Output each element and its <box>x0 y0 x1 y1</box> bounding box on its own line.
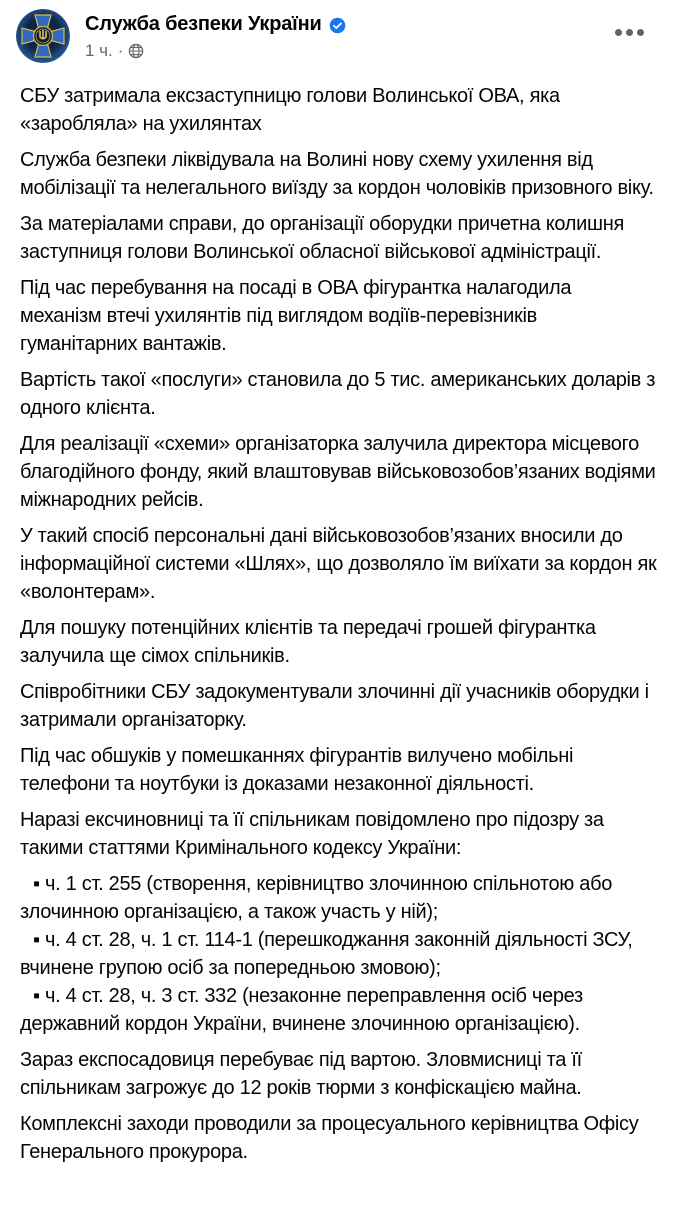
post-paragraph: Служба безпеки ліквідувала на Волині нову схему ухилення від мобілізації та нелегального виїзду за кордон чоловіків призовного віку. <box>20 149 654 199</box>
post-paragraph: Під час обшуків у помешканнях фігурантів вилучено мобільні телефони та ноутбуки із доказами незаконної діяльності. <box>20 745 574 795</box>
bullet-item: ▪ ч. 4 ст. 28, ч. 1 ст. 114-1 (перешкоджання законній діяльності ЗСУ, вчинене групою осіб за попередньою змовою); <box>20 929 633 979</box>
post-paragraph: У такий спосіб персональні дані військовозобов’язаних вносили до інформаційної системи «Шлях», що дозволяло їм виїхати за кордон як «волонтерам». <box>20 525 657 603</box>
verified-badge-icon <box>329 17 346 34</box>
post-paragraph: Вартість такої «послуги» становила до 5 тис. американських доларів з одного клієнта. <box>20 369 656 419</box>
post-paragraph: Комплексні заходи проводили за процесуального керівництва Офісу Генерального прокурора. <box>20 1113 639 1163</box>
page-name-link[interactable]: Служба безпеки України <box>85 13 322 35</box>
ellipsis-icon <box>626 29 633 36</box>
page-name-row <box>85 12 609 37</box>
post-options-button[interactable] <box>609 23 650 42</box>
post-paragraph: Для реалізації «схеми» організаторка залучила директора місцевого благодійного фонду, який влаштовував військовозобов’язаних водіями міжнародних рейсів. <box>20 433 656 511</box>
post-paragraph: Під час перебування на посаді в ОВА фігурантка налагодила механізм втечі ухилянтів під виглядом водіїв-перевізників гуманітарних вантажів. <box>20 277 572 355</box>
post-paragraph: Наразі ексчиновниці та її спільникам повідомлено про підозру за такими статтями Кримінального кодексу України: <box>20 809 604 859</box>
post-paragraph: За матеріалами справи, до організації оборудки причетна колишня заступниця голови Волинської обласної військової адміністрації. <box>20 213 625 263</box>
ellipsis-icon <box>615 29 622 36</box>
post-timestamp[interactable]: 1 ч. <box>85 41 113 60</box>
post-header <box>0 0 677 63</box>
audience-globe-icon <box>128 43 144 59</box>
post-paragraph: Зараз експосадовиця перебуває під вартою. Зловмисниці та її спільникам загрожує до 12 років тюрми з конфіскацією майна. <box>20 1049 582 1099</box>
ellipsis-icon <box>637 29 644 36</box>
charges-bullet-list <box>20 870 657 1038</box>
bullet-item: ▪ ч. 4 ст. 28, ч. 3 ст. 332 (незаконне переправлення осіб через державний кордон України, вчинене злочинною організацією). <box>20 985 583 1035</box>
post-paragraph: СБУ затримала ексзаступницю голови Волинської ОВА, яка «заробляла» на ухилянтах <box>20 85 560 135</box>
bullet-item: ▪ ч. 1 ст. 255 (створення, керівництво злочинною спільнотою або злочинною організацією, а також участь у ній); <box>20 873 613 923</box>
header-text-block <box>85 9 609 61</box>
post-body-text <box>0 82 677 1166</box>
meta-separator: · <box>117 41 124 60</box>
post-paragraph: Співробітники СБУ задокументували злочинні дії учасників оборудки і затримали організаторку. <box>20 681 649 731</box>
post-paragraph: Для пошуку потенційних клієнтів та передачі грошей фігурантка залучила ще сімох спільників. <box>20 617 596 667</box>
post-meta-row <box>85 40 609 61</box>
page-avatar-sbu-emblem-icon[interactable] <box>16 9 70 63</box>
